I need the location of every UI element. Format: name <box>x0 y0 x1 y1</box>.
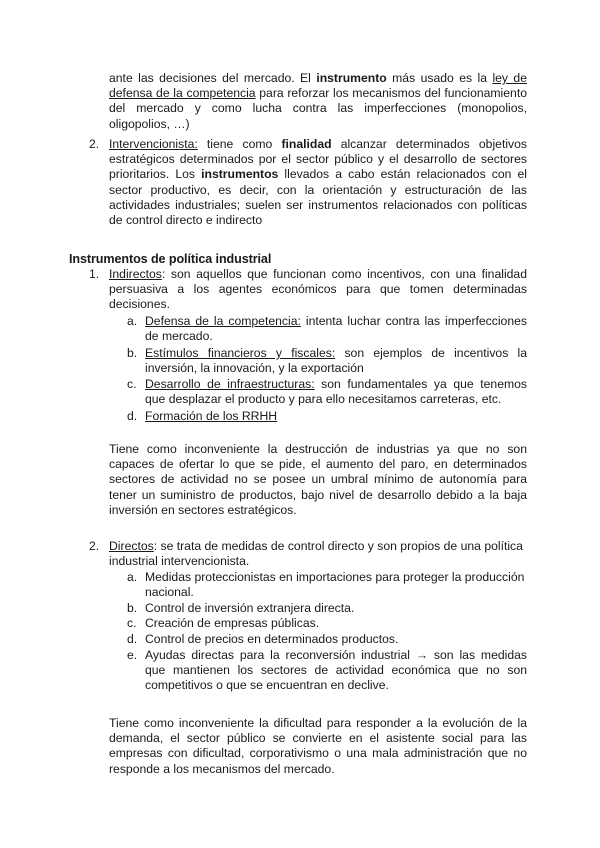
indirectos-sub-c <box>145 377 527 407</box>
directos-sub-d: Control de precios en determinados productos. <box>145 632 399 646</box>
indirectos-number: 1. <box>89 267 100 281</box>
indirectos-consequence: Tiene como inconveniente la destrucción de industrias ya que no son capaces de ofertar lo que se pide, el aumento del paro, en determinados sectores de actividad no se posee un umbral mínimo de autonomía para tener un suministro de productos, bajo nivel de desarrollo debido a la baja inversión en sectores estratégicos. <box>109 442 527 517</box>
directos-sub-a: Medidas proteccionistas en importaciones para proteger la producción nacional. <box>145 570 525 600</box>
directos-sub-e: Ayudas directas para la reconversión industrial → son las medidas que mantienen los sectores de actividad económica que no son competitivos o que se encuentran en declive. <box>145 648 527 693</box>
directos-sub-a-label: a. <box>127 570 138 584</box>
indirectos-sub-a-title: Defensa de la competencia: <box>145 314 301 328</box>
indirectos-sub-a-text: intenta luchar contra las imperfecciones de mercado. <box>145 314 527 344</box>
intro-bold-instrumento: instrumento <box>316 71 387 85</box>
item2-number: 2. <box>89 137 100 151</box>
indirectos-sub-c-text: son fundamentales ya que tenemos que desplazar el producto y para ello necesitamos carreteras, etc. <box>145 377 527 407</box>
directos-sub-c: Creación de empresas públicas. <box>145 616 320 630</box>
item2-bold-finalidad: finalidad <box>281 137 332 151</box>
directos-sub-b: Control de inversión extranjera directa. <box>145 601 355 615</box>
intro-underline-ley: ley de defensa de la competencia <box>109 71 527 101</box>
item2-text-1: tiene como <box>197 137 282 151</box>
indirectos-sub-a <box>145 314 527 344</box>
section-heading: Instrumentos de política industrial <box>69 252 272 266</box>
item2-underline: Intervencionista: <box>109 137 198 151</box>
directos-consequence: Tiene como inconveniente la dificultad para responder a la evolución de la demanda, el sector público se convierte en el asistente social para las empresas con dificultad, corporativismo o una mala administración que no responde a los mecanismos del mercado. <box>109 716 527 776</box>
directos-sub-c-label: c. <box>127 616 137 630</box>
directos-number: 2. <box>89 539 100 553</box>
indirectos-sub-b-label: b. <box>127 346 138 360</box>
indirectos-sub-b-title: Estímulos financieros y fiscales: <box>145 346 336 360</box>
indirectos-sub-b <box>145 346 527 376</box>
indirectos-sub-c-label: c. <box>127 377 137 391</box>
indirectos-sub-d <box>145 409 527 424</box>
intro-text-1: ante las decisiones del mercado. El <box>109 71 317 85</box>
indirectos-sub-a-label: a. <box>127 314 138 328</box>
intro-text-3: para reforzar los mecanismos del funcionamiento del mercado y como lucha contra las imperfecciones (monopolios, oligopolios, …) <box>109 86 527 131</box>
item2-bold-instrumentos: instrumentos <box>201 167 279 182</box>
item2-text-3: llevados a cabo están relacionados con el sector productivo, es decir, con la orientación y estructuración de las actividades industriales; suelen ser instrumentos relacionados con políticas de control directo e indirecto <box>109 167 527 228</box>
directos-paragraph <box>109 539 527 569</box>
indirectos-text: : son aquellos que funcionan como incentivos, con una finalidad persuasiva a los agentes económicos para que tomen determinadas decisiones. <box>109 267 527 312</box>
indirectos-sub-c-title: Desarrollo de infraestructuras: <box>145 377 315 391</box>
intro-paragraph <box>109 71 527 132</box>
directos-text: : se trata de medidas de control directo y son propios de una política industrial intervencionista. <box>109 539 523 569</box>
directos-sub-e-label: e. <box>127 648 138 662</box>
indirectos-paragraph <box>109 267 527 313</box>
intro-text-2: más usado es la <box>386 71 493 85</box>
indirectos-sub-b-text: son ejemplos de incentivos la inversión, la innovación, y la exportación <box>145 346 527 376</box>
item2-paragraph <box>109 137 527 228</box>
item2-text-2: alcanzar determinados objetivos estratégicos determinados por el sector público y el desarrollo de sectores prioritarios. Los <box>109 137 528 182</box>
directos-sub-d-label: d. <box>127 632 138 646</box>
directos-underline: Directos <box>109 539 154 553</box>
indirectos-underline: Indirectos <box>109 267 162 281</box>
indirectos-sub-d-title: Formación de los RRHH <box>145 409 278 423</box>
directos-sub-b-label: b. <box>127 601 138 615</box>
indirectos-sub-d-label: d. <box>127 409 138 423</box>
